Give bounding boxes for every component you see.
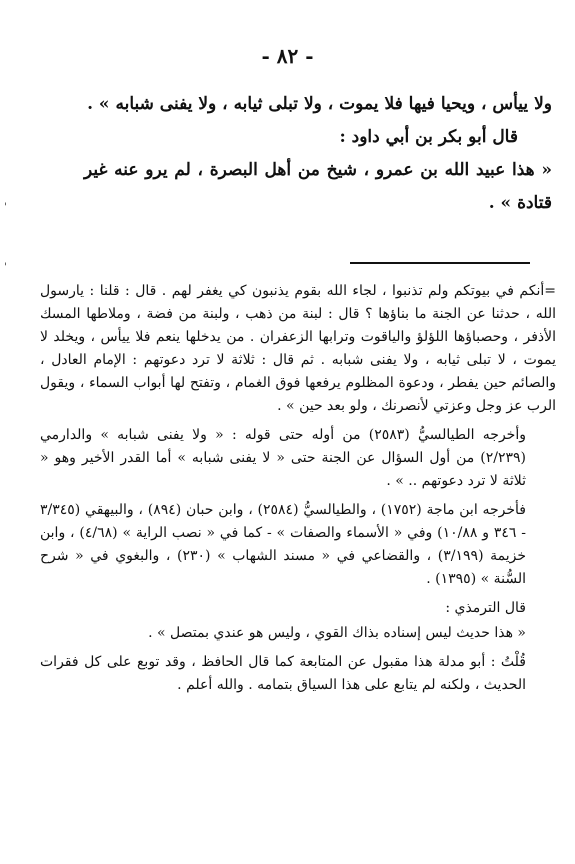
main-line: « هذا عبيد الله بن عمرو ، شيخ من أهل البصرة ، لم يرو عنه غير قتادة » . xyxy=(84,160,552,213)
main-line: قال أبو بكر بن أبي داود : xyxy=(339,127,518,147)
footnote-paragraph: « هذا حديث ليس إسناده بذاك القوي ، وليس هو عندي بمتصل » . xyxy=(148,625,526,641)
footnote-divider xyxy=(350,262,530,264)
main-text xyxy=(84,88,552,220)
footnote-paragraph: فأخرجه ابن ماجة (١٧٥٢) ، والطيالسيُّ (٢٥٨٤) ، وابن حبان (٨٩٤) ، والبيهقي (٣/٣٤٥ - ٣٤٦ و ١٠/٨٨) وفي « الأسماء والصفات » - كما في « نصب الراية » (٤/٦٨) ، وابن خزيمة (٣/١٩٩) ، والقضاعي في « مسند الشهاب » (٢٣٠) ، والبغوي في « شرح السُّنة » (١٣٩٥) . xyxy=(40,502,526,587)
footnote-paragraph: قُلْتُ : أبو مدلة هذا مقبول عن المتابعة كما قال الحافظ ، وقد توبع على كل فقرات الحديث ، ولكنه لم يتابع على هذا السياق بتمامه . والله أعلم . xyxy=(40,654,526,693)
footnote-paragraph: وأخرجه الطيالسيُّ (٢٥٨٣) من أوله حتى قوله : « ولا يفنى شبابه » والدارمي (٢/٢٣٩) من أول السؤال عن الجنة حتى « لا يفنى شبابه » أما القدر الأخير وهو « ثلاثة لا ترد دعوتهم .. » . xyxy=(40,427,526,489)
footnote-paragraph: قال الترمذي : xyxy=(445,600,526,616)
footnote-paragraph: =أنكم في بيوتكم ولم تذنبوا ، لجاء الله بقوم يذنبون كي يغفر لهم . قال : قلنا : يارسول الله ، حدثنا عن الجنة ما بناؤها ؟ قال : لبنة من ذهب ، ولبنة من فضة ، وملاطها المسك الأذفر ، وحصباؤها اللؤلؤ والياقوت وترابها الزعفران . من يدخلها ينعم فلا ييأس ، ويخلد لا يموت ، لا تبلى ثيابه ، ولا يفنى شبابه . ثم قال : ثلاثة لا ترد دعوتهم : الإمام العادل ، والصائم حين يفطر ، ودعوة المظلوم يرفعها فوق الغمام ، وتفتح لها أبواب السماء ، ويقول الرب عز وجل وعزتي لأنصرنك ، ولو بعد حين » . xyxy=(40,283,556,414)
edge-mark: ' xyxy=(4,262,7,273)
footnotes xyxy=(40,280,556,703)
edge-mark: ' xyxy=(4,202,7,213)
page-number: - ٨٢ - xyxy=(261,44,314,68)
main-line: ولا ييأس ، ويحيا فيها فلا يموت ، ولا تبلى ثيابه ، ولا يفنى شبابه » . xyxy=(87,94,552,114)
